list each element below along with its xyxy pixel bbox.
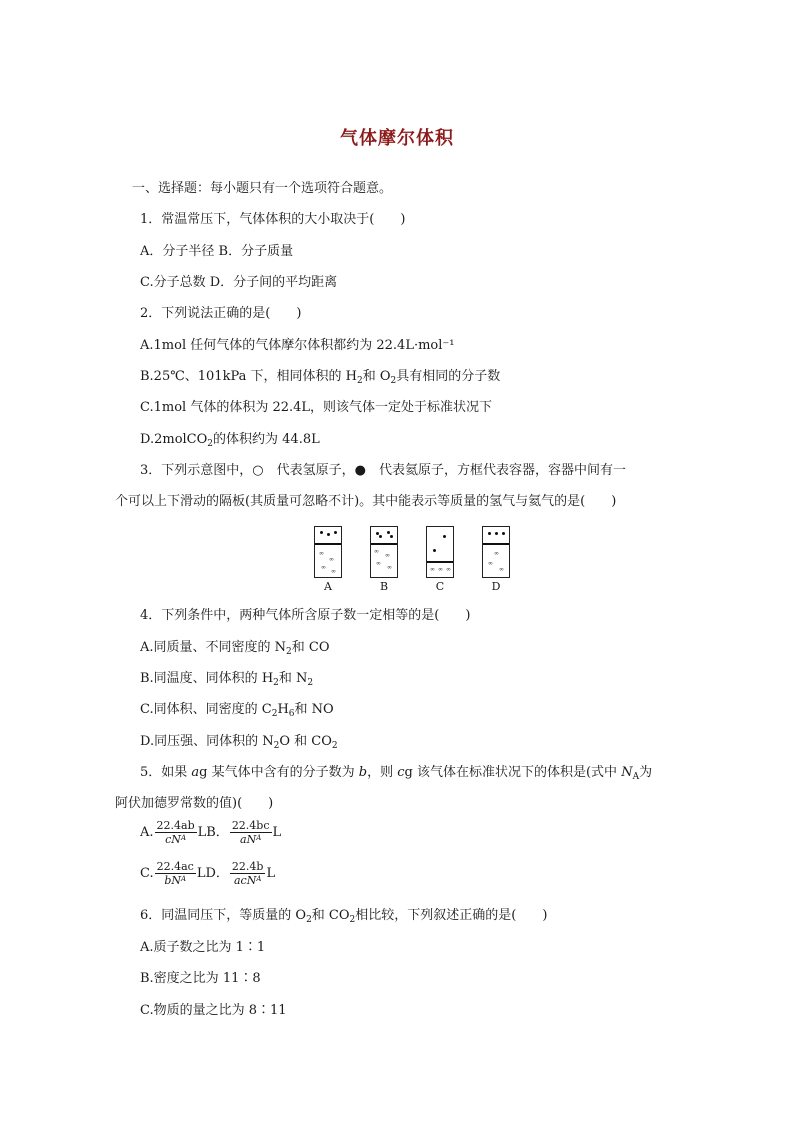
q2-option-c: C.1mol 气体的体积为 22.4L，则该气体一定处于标准状况下 bbox=[140, 400, 493, 415]
label-d: D bbox=[491, 580, 501, 593]
fraction-c: $\frac{22.4ac}{bN^A}$ bbox=[156, 860, 194, 887]
partition bbox=[427, 561, 453, 563]
fraction-a: $\frac{22.4ab}{cN^A}$ bbox=[156, 819, 195, 846]
q4-option-a: A.同质量、不同密度的 $N_2$和 CO bbox=[140, 640, 330, 657]
label-a: A bbox=[324, 580, 332, 593]
helium-atom bbox=[320, 531, 323, 534]
partition bbox=[483, 543, 509, 545]
helium-atom bbox=[433, 549, 436, 552]
q2-stem: 2．下列说法正确的是( ) bbox=[140, 306, 302, 321]
q3-diagrams bbox=[310, 522, 522, 594]
partition bbox=[315, 543, 341, 545]
fraction-d: $\frac{22.4b}{acN^A}$ bbox=[231, 860, 264, 887]
q4-option-b: B.同温度、同体积的 $H_2$和 $N_2$ bbox=[140, 671, 314, 688]
q6-option-a: A.质子数之比为 1∶1 bbox=[140, 940, 266, 955]
fraction-b: $\frac{22.4bc}{aN^A}$ bbox=[231, 819, 270, 846]
q5-options-cd: C. $\frac{22.4ac}{bN^A}$ LD． $\frac{22.4b}{acN^A}$ L bbox=[140, 860, 276, 887]
helium-atom bbox=[327, 533, 330, 536]
q4-stem: 4．下列条件中，两种气体所含原子数一定相等的是( ) bbox=[140, 608, 471, 623]
container-c bbox=[426, 526, 454, 578]
hydrogen-molecule: ∞ bbox=[329, 556, 334, 563]
section-heading: 一、选择题：每小题只有一个选项符合题意。 bbox=[132, 181, 393, 196]
container-a bbox=[314, 526, 342, 578]
q5-stem-line2: 阿伏加德罗常数的值)( ) bbox=[115, 796, 274, 811]
q1-options-cd: C.分子总数 D．分子间的平均距离 bbox=[140, 275, 338, 290]
hydrogen-molecule: ∞ bbox=[438, 566, 443, 573]
hydrogen-molecule: ∞ bbox=[446, 566, 451, 573]
q2-option-d: D.2molCO$_2$的体积约为 44.8L bbox=[140, 432, 320, 449]
q3-stem-line2: 个可以上下滑动的隔板(其质量可忽略不计)。其中能表示等质量的氢气与氦气的是( ) bbox=[115, 494, 617, 509]
helium-atom bbox=[334, 531, 337, 534]
helium-atom bbox=[387, 531, 390, 534]
q2-option-b: B.25℃、101kPa 下，相同体积的 $H_2$和 $O_2$具有相同的分子数 bbox=[140, 369, 501, 386]
q6-option-c: C.物质的量之比为 8∶11 bbox=[140, 1003, 287, 1018]
q6-option-b: B.密度之比为 11∶8 bbox=[140, 971, 261, 986]
hydrogen-molecule: ∞ bbox=[494, 550, 499, 557]
q4-option-d: D.同压强、同体积的 $N_2O$ 和 $CO_2$ bbox=[140, 734, 338, 751]
q1-options-ab: A．分子半径 B．分子质量 bbox=[140, 244, 294, 259]
q2-option-a: A.1mol 任何气体的气体摩尔体积都约为 22.4L·mol⁻¹ bbox=[140, 338, 455, 353]
hydrogen-molecule: ∞ bbox=[387, 564, 392, 571]
hydrogen-molecule: ∞ bbox=[376, 560, 381, 567]
q4-option-c: C.同体积、同密度的 $C_2H_6$和 NO bbox=[140, 702, 334, 719]
label-c: C bbox=[435, 580, 445, 593]
q6-stem: 6．同温同压下，等质量的 $O_2$和 $CO_2$相比较，下列叙述正确的是( ) bbox=[140, 908, 548, 925]
helium-atom bbox=[443, 535, 446, 538]
container-d bbox=[482, 526, 510, 578]
page-title: 气体摩尔体积 bbox=[340, 128, 454, 149]
hydrogen-molecule: ∞ bbox=[331, 568, 336, 575]
hydrogen-molecule: ∞ bbox=[319, 550, 324, 557]
q5-stem: 5．如果 ag 某气体中含有的分子数为 b，则 cg 该气体在标准状况下的体积是(式中 $N_A$为 bbox=[140, 765, 653, 782]
helium-atom-symbol: ● bbox=[354, 463, 366, 478]
helium-atom bbox=[390, 535, 393, 538]
hydrogen-molecule: ∞ bbox=[385, 552, 390, 559]
hydrogen-molecule: ∞ bbox=[374, 548, 379, 555]
container-b bbox=[370, 526, 398, 578]
helium-atom bbox=[502, 532, 505, 535]
helium-atom bbox=[488, 532, 491, 535]
hydrogen-molecule: ∞ bbox=[430, 566, 435, 573]
helium-atom bbox=[379, 535, 382, 538]
hydrogen-molecule: ∞ bbox=[499, 566, 504, 573]
q1-stem: 1．常温常压下，气体体积的大小取决于( ) bbox=[140, 212, 406, 227]
hydrogen-molecule: ∞ bbox=[488, 560, 493, 567]
hydrogen-molecule: ∞ bbox=[321, 564, 326, 571]
partition bbox=[371, 543, 397, 545]
q5-options-ab: A. $\frac{22.4ab}{cN^A}$ LB． $\frac{22.4bc}{aN^A}$ L bbox=[140, 819, 282, 846]
q3-stem: 3．下列示意图中，○ 代表氢原子，● 代表氦原子，方框代表容器，容器中间有一 bbox=[140, 463, 626, 478]
label-b: B bbox=[379, 580, 389, 593]
hydrogen-atom-symbol: ○ bbox=[252, 463, 264, 478]
helium-atom bbox=[495, 532, 498, 535]
